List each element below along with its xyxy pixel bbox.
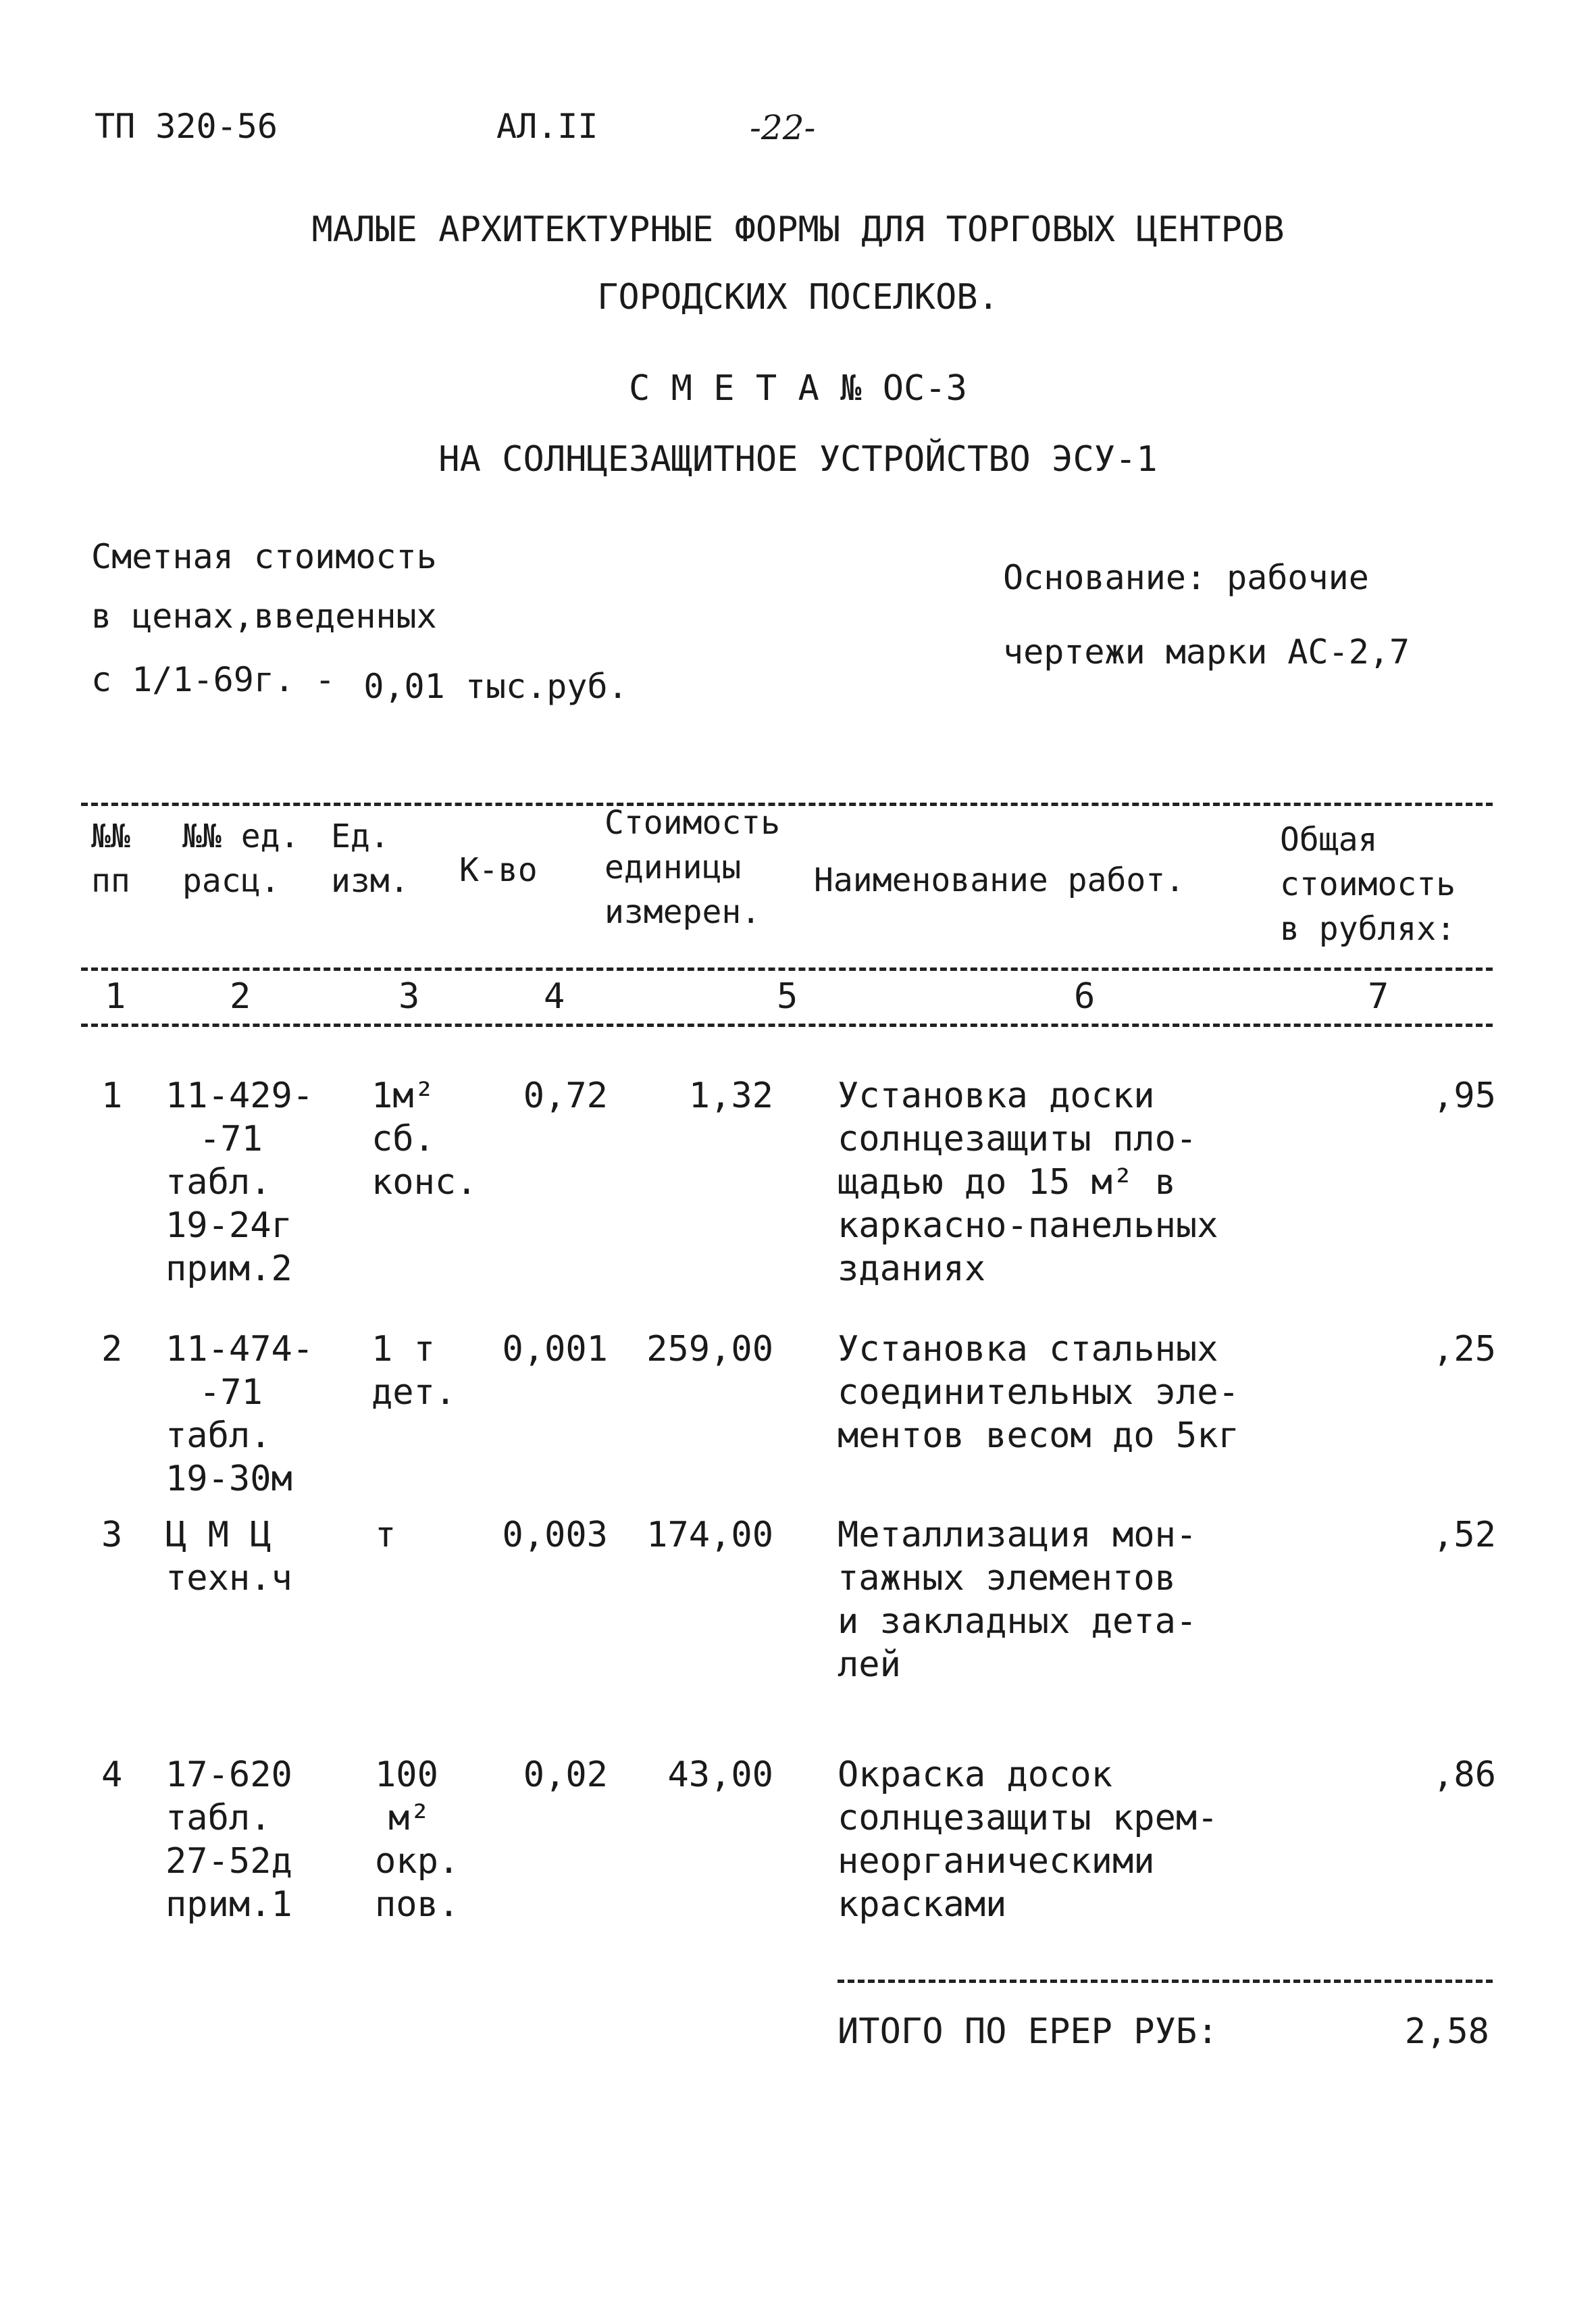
col-number-6: 6 bbox=[1074, 976, 1096, 1017]
row-4-unit: 100 м² окр. пов. bbox=[375, 1755, 460, 1925]
column-number-rule bbox=[81, 1024, 1493, 1027]
basis-line-2: чертежи марки АС-2,7 bbox=[1003, 632, 1410, 672]
col-number-7: 7 bbox=[1368, 976, 1389, 1017]
col-header-1: №№ пп bbox=[91, 818, 130, 900]
title-line-2: ГОРОДСКИХ ПОСЕЛКОВ. bbox=[597, 277, 999, 318]
cost-line-1: Сметная стоимость bbox=[91, 537, 437, 576]
row-1-code: 11-429- -71 табл. 19-24г прим.2 bbox=[165, 1076, 314, 1289]
col-number-4: 4 bbox=[544, 976, 565, 1017]
cost-date: с 1/1-69г. - bbox=[91, 660, 336, 699]
row-1-number: 1 bbox=[101, 1076, 123, 1116]
row-3-description: Металлизация мон- тажных элементов и закладных дета- лей bbox=[838, 1515, 1198, 1685]
row-1-description: Установка доски солнцезащиты пло- щадью до 15 м² в каркасно-панельных зданиях bbox=[838, 1076, 1218, 1289]
album-number: АЛ.II bbox=[496, 107, 598, 146]
col-number-1: 1 bbox=[105, 976, 126, 1017]
title-line-1: МАЛЫЕ АРХИТЕКТУРНЫЕ ФОРМЫ ДЛЯ ТОРГОВЫХ ЦЕНТРОВ bbox=[311, 209, 1285, 250]
basis-block bbox=[1003, 540, 1410, 689]
cost-line-2: в ценах,введенных bbox=[91, 597, 437, 636]
row-1-total: ,95 bbox=[1433, 1076, 1496, 1116]
document-code: ТП 320-56 bbox=[95, 107, 278, 146]
row-2-total: ,25 bbox=[1433, 1329, 1496, 1369]
row-4-number: 4 bbox=[101, 1755, 123, 1795]
total-rule bbox=[838, 1980, 1493, 1983]
cost-block bbox=[91, 527, 628, 709]
row-4-code: 17-620 табл. 27-52д прим.1 bbox=[165, 1755, 292, 1925]
col-header-4: К-во bbox=[459, 851, 538, 889]
row-3-unit: т bbox=[375, 1515, 396, 1555]
col-number-5: 5 bbox=[777, 976, 798, 1017]
col-header-2: №№ ед. расц. bbox=[182, 818, 300, 900]
page-number: -22- bbox=[750, 108, 816, 147]
total-label: ИТОГО ПО ЕРЕР РУБ: bbox=[838, 2011, 1218, 2052]
table-top-rule bbox=[81, 803, 1493, 806]
row-2-unit: 1 т дет. bbox=[371, 1329, 457, 1413]
col-number-3: 3 bbox=[398, 976, 420, 1017]
row-1-unit-price: 1,32 bbox=[688, 1076, 773, 1116]
row-1-unit: 1м² сб. конс. bbox=[371, 1076, 478, 1203]
row-1-quantity: 0,72 bbox=[523, 1076, 608, 1116]
row-2-quantity: 0,001 bbox=[502, 1329, 608, 1369]
col-header-6: Наименование работ. bbox=[814, 861, 1185, 899]
row-4-unit-price: 43,00 bbox=[667, 1755, 773, 1795]
row-2-number: 2 bbox=[101, 1329, 123, 1369]
row-3-quantity: 0,003 bbox=[502, 1515, 608, 1555]
row-2-unit-price: 259,00 bbox=[646, 1329, 773, 1369]
row-3-number: 3 bbox=[101, 1515, 123, 1555]
total-value: 2,58 bbox=[1404, 2011, 1489, 2052]
row-2-code: 11-474- -71 табл. 19-30м bbox=[165, 1329, 314, 1499]
row-4-total: ,86 bbox=[1433, 1755, 1496, 1795]
row-4-quantity: 0,02 bbox=[523, 1755, 608, 1795]
col-header-5: Стоимость единицы измерен. bbox=[604, 804, 781, 931]
row-3-code: Ц М Ц техн.ч bbox=[165, 1515, 292, 1599]
col-header-7: Общая стоимость в рублях: bbox=[1280, 821, 1456, 948]
col-number-2: 2 bbox=[230, 976, 251, 1017]
header-bottom-rule bbox=[81, 967, 1493, 971]
cost-line-3 bbox=[91, 650, 628, 709]
estimate-number: С М Е Т А № ОС-3 bbox=[629, 368, 967, 409]
cost-value: 0,01 тыс.руб. bbox=[363, 667, 628, 706]
row-3-unit-price: 174,00 bbox=[646, 1515, 773, 1555]
row-3-total: ,52 bbox=[1433, 1515, 1496, 1555]
row-4-description: Окраска досок солнцезащиты крем- неорганическими красками bbox=[838, 1755, 1218, 1925]
estimate-subject: НА СОЛНЦЕЗАЩИТНОЕ УСТРОЙСТВО ЭСУ-1 bbox=[438, 439, 1158, 480]
col-header-3: Ед. изм. bbox=[331, 818, 409, 900]
basis-line-1: Основание: рабочие bbox=[1003, 558, 1369, 597]
row-2-description: Установка стальных соединительных эле- ментов весом до 5кг bbox=[838, 1329, 1239, 1456]
